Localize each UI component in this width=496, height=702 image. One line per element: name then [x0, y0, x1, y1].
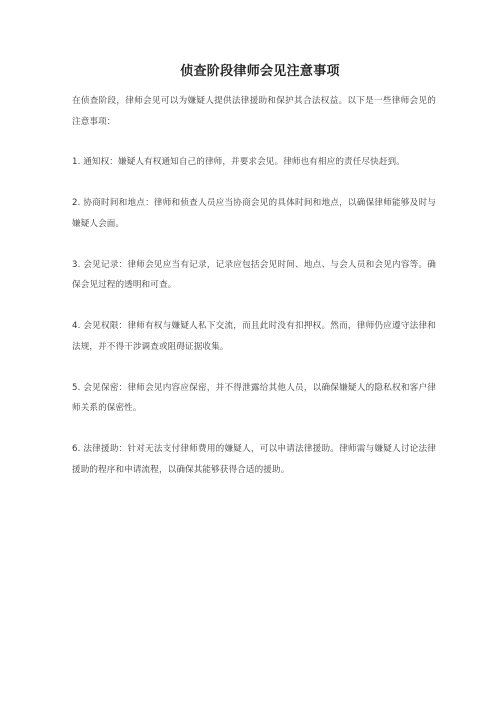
item-time-and-place: 2. 协商时间和地点：律师和侦查人员应当协商会见的具体时间和地点，以确保律师能够及时与嫌疑人会面。 — [72, 198, 436, 229]
item-notification-right: 1. 通知权：嫌疑人有权通知自己的律师，并要求会见。律师也有相应的责任尽快赶到。 — [72, 157, 405, 167]
item-meeting-authority: 4. 会见权限：律师有权与嫌疑人私下交流，而且此时没有扣押权。然而，律师仍应遵守法律和法规，并不得干涉调查或阻碍证据收集。 — [72, 321, 436, 352]
intro-paragraph: 在侦查阶段，律师会见可以为嫌疑人提供法律援助和保护其合法权益。以下是一些律师会见的注意事项： — [72, 96, 436, 127]
document-title: 侦查阶段律师会见注意事项 — [180, 64, 340, 79]
item-legal-aid: 6. 法律援助：针对无法支付律师费用的嫌疑人，可以申请法律援助。律师需与嫌疑人讨论法律援助的程序和申请流程，以确保其能够获得合适的援助。 — [72, 444, 436, 475]
item-meeting-record: 3. 会见记录：律师会见应当有记录，记录应包括会见时间、地点、与会人员和会见内容等。确保会见过程的透明和可查。 — [72, 259, 436, 290]
item-meeting-confidentiality: 5. 会见保密：律师会见内容应保密，并不得泄露给其他人员，以确保嫌疑人的隐私权和客户律师关系的保密性。 — [72, 382, 436, 413]
